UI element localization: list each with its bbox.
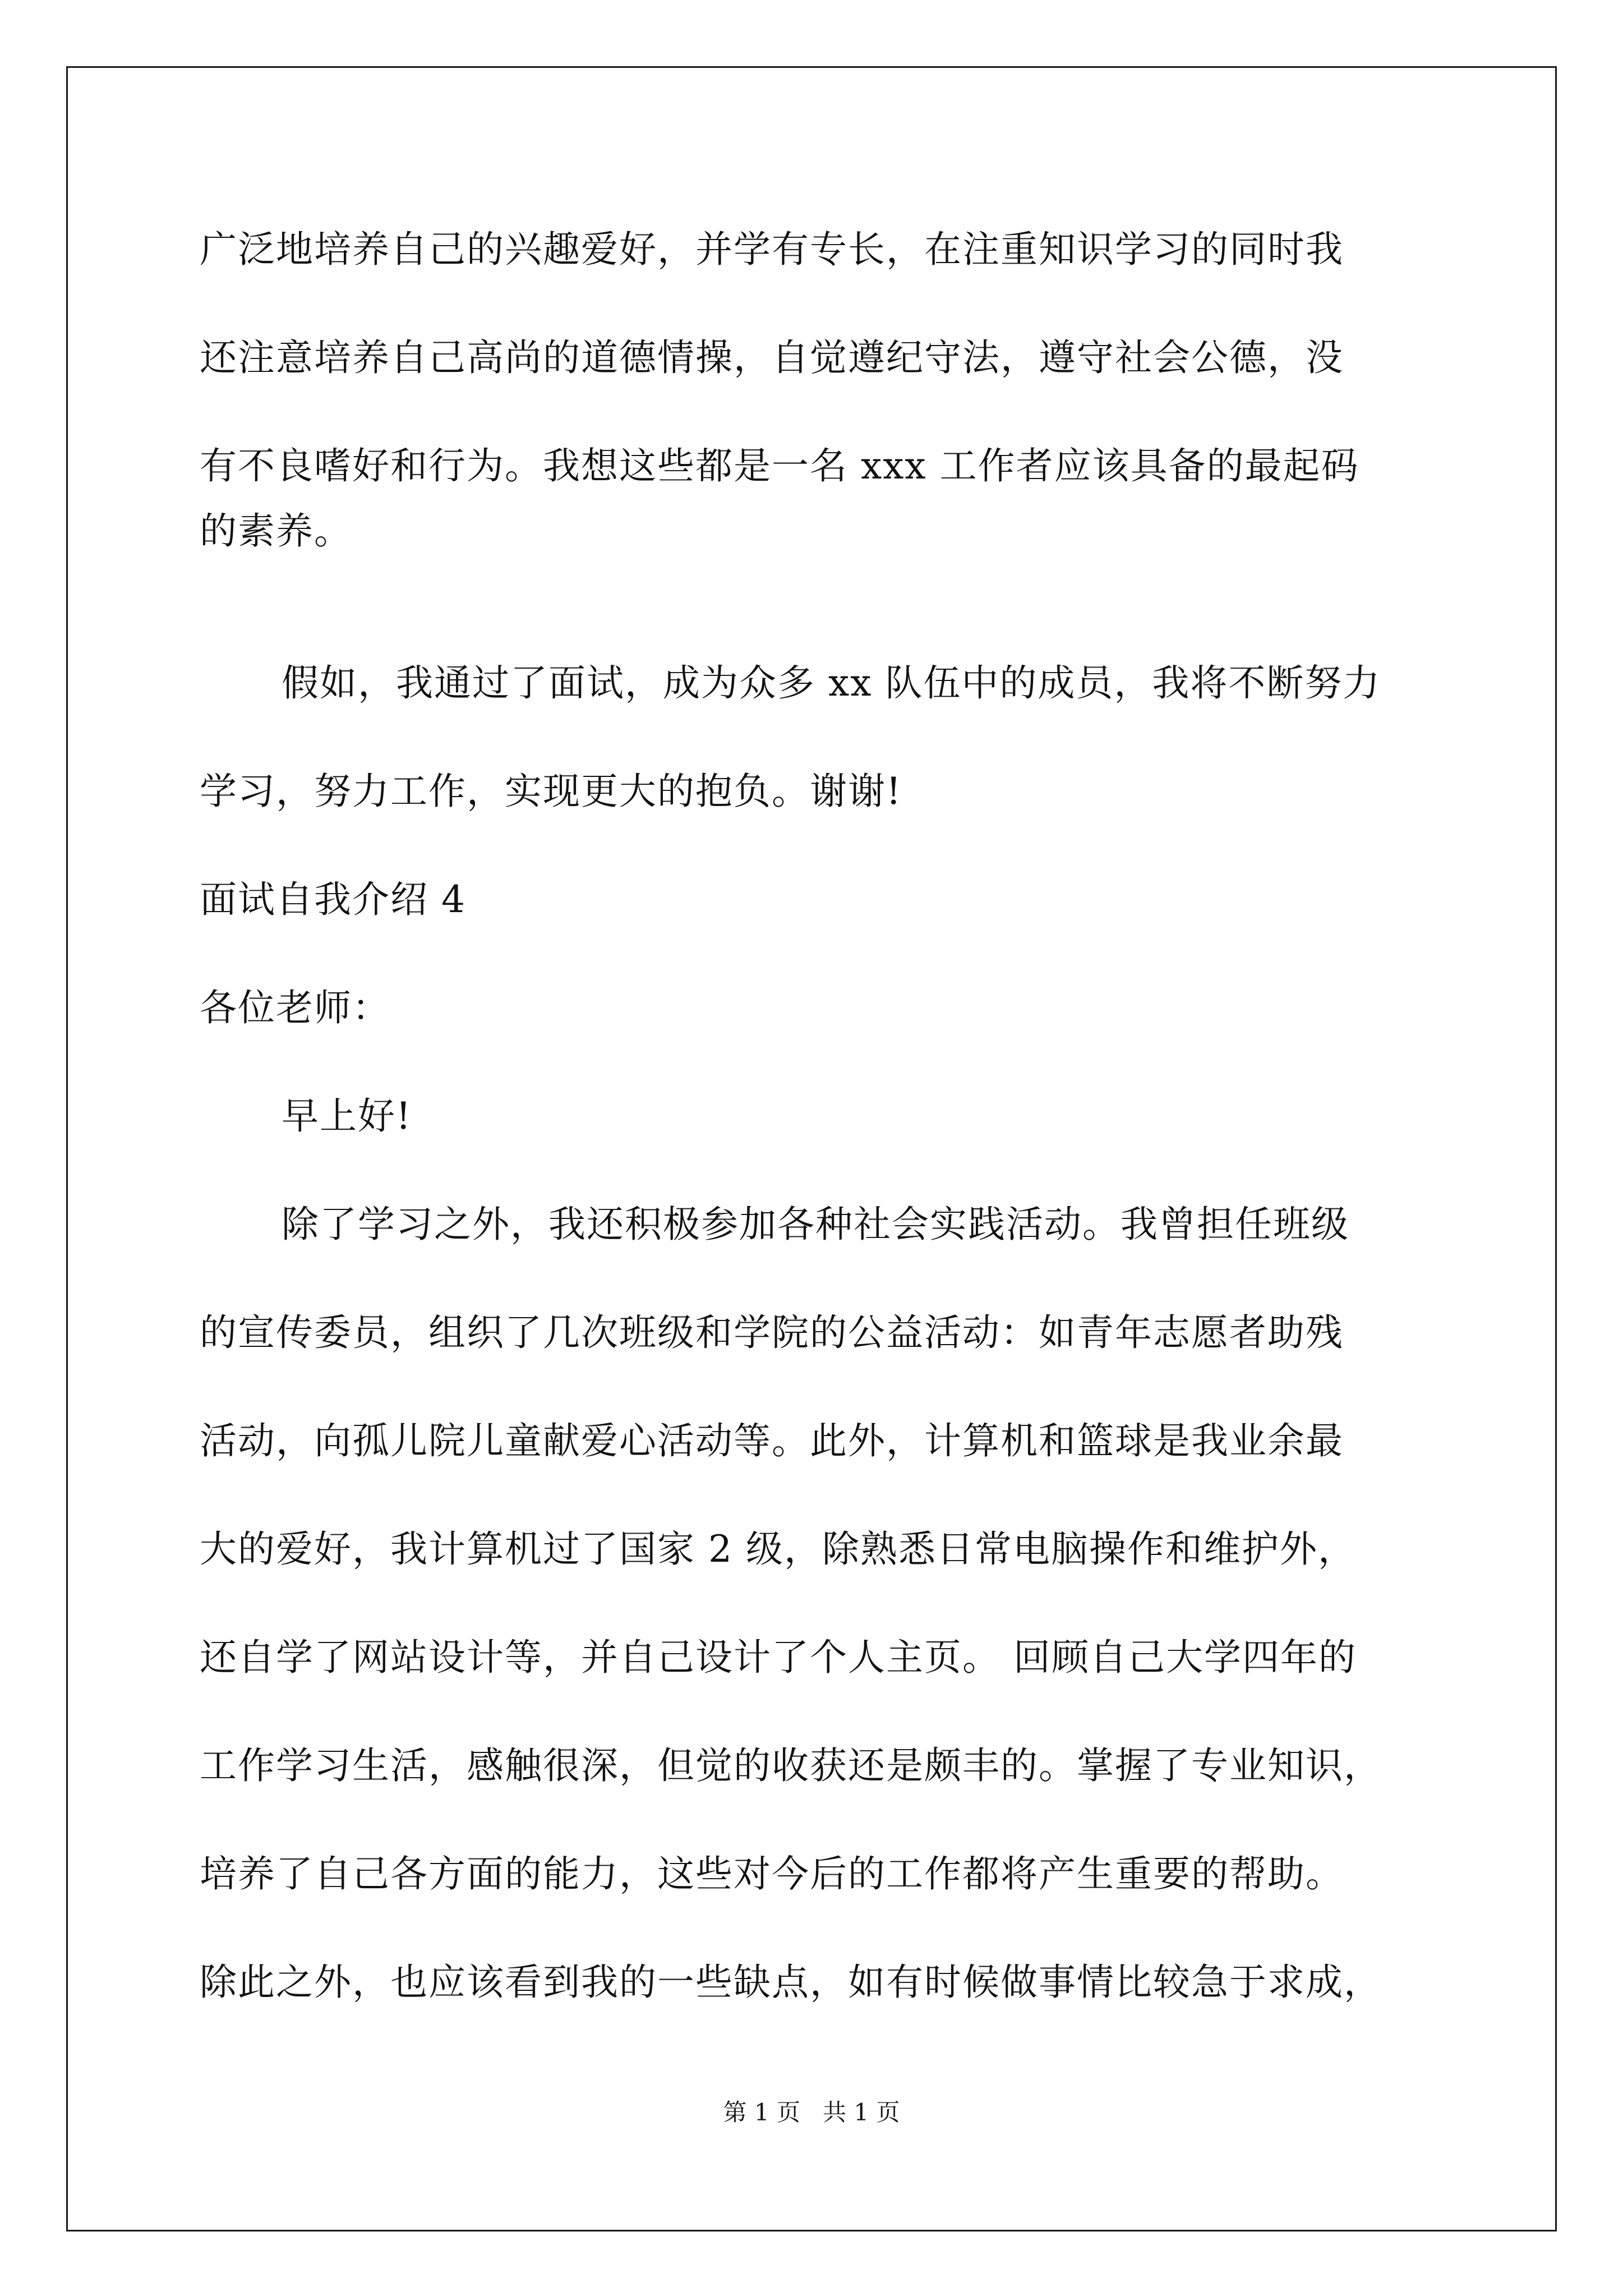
paragraph-line: 培养了自己各方面的能力，这些对今后的工作都将产生重要的帮助。 <box>200 1852 1344 1895</box>
paragraph-line: 的素养。 <box>200 509 352 553</box>
paragraph-line: 还注意培养自己高尚的道德情操，自觉遵纪守法，遵守社会公德，没 <box>200 336 1344 379</box>
paragraph-line: 大的爱好，我计算机过了国家 2 级，除熟悉日常电脑操作和维护外， <box>200 1527 1356 1571</box>
greeting: 早上好! <box>282 1094 412 1138</box>
page-border <box>66 66 1557 2231</box>
paragraph-line: 还自学了网站设计等，并自己设计了个人主页。 回顾自己大学四年的 <box>200 1636 1357 1679</box>
paragraph-line: 除了学习之外，我还积极参加各种社会实践活动。我曾担任班级 <box>282 1203 1349 1246</box>
paragraph-line: 有不良嗜好和行为。我想这些都是一名 xxx 工作者应该具备的最起码 <box>200 444 1359 487</box>
paragraph-line: 广泛地培养自己的兴趣爱好，并学有专长，在注重知识学习的同时我 <box>200 228 1344 271</box>
paragraph-line: 工作学习生活，感触很深，但觉的收获还是颇丰的。掌握了专业知识， <box>200 1744 1382 1787</box>
paragraph-line: 活动，向孤儿院儿童献爱心活动等。此外，计算机和篮球是我业余最 <box>200 1419 1344 1462</box>
paragraph-line: 学习，努力工作，实现更大的抱负。谢谢! <box>200 770 902 813</box>
paragraph-line: 的宣传委员，组织了几次班级和学院的公益活动：如青年志愿者助残 <box>200 1311 1344 1354</box>
paragraph-line: 假如，我通过了面试，成为众多 xx 队伍中的成员，我将不断努力 <box>282 661 1381 705</box>
page-number-footer: 第 1 页 共 1 页 <box>723 2099 900 2126</box>
paragraph-line: 除此之外，也应该看到我的一些缺点，如有时候做事情比较急于求成， <box>200 1961 1382 2004</box>
section-heading: 面试自我介绍 4 <box>200 878 466 921</box>
salutation: 各位老师： <box>200 986 390 1029</box>
